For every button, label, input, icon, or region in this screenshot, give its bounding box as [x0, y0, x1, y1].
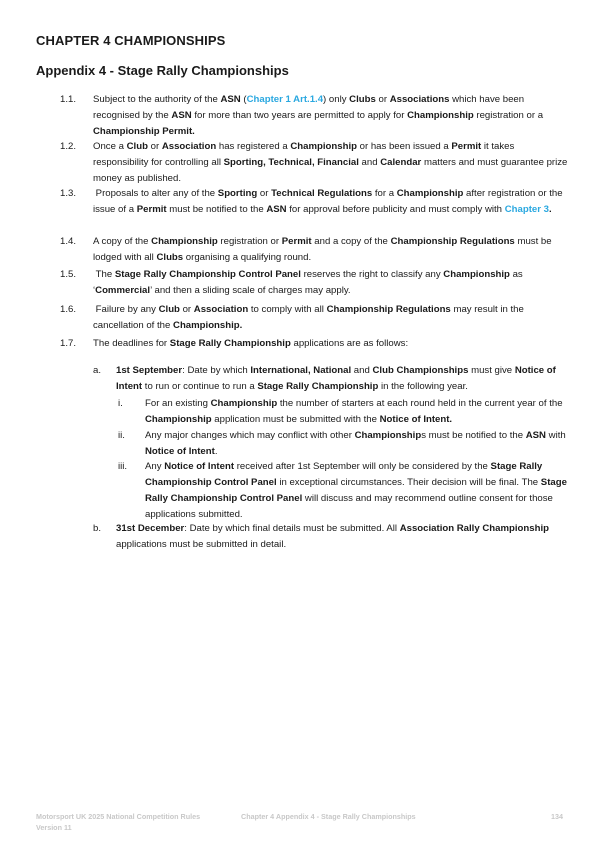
clause-number: 1.1.: [60, 94, 77, 105]
clause-text: Once a Club or Association has registered a Championship or has been issued a Permit it takes responsibility for controlling all Sporting, Technical, Financial and Calendar matters and must guarantee prize money as published.: [93, 141, 568, 184]
subitem-text: Any Notice of Intent received after 1st September will only be considered by the Stage Rally Championship Control Panel in exceptional circumstances. Their decision will be final. The Stage Rally Championship Control Panel will discuss and may recommend outline consent for those applications submitted.: [145, 461, 567, 520]
clause-number: 1.3.: [60, 188, 77, 199]
clause-number: 1.4.: [60, 236, 77, 247]
chapter1-art-link[interactable]: Chapter 1 Art.1.4: [246, 94, 324, 105]
subitem-label: iii.: [118, 461, 128, 472]
footer-rules-title: Motorsport UK 2025 National Competition Rules: [36, 812, 201, 821]
subitem-label: ii.: [118, 430, 125, 441]
chapter3-link[interactable]: Chapter 3: [504, 204, 549, 215]
clause-number: 1.7.: [60, 338, 77, 349]
subitem-label: b.: [93, 523, 102, 534]
clause-number: 1.2.: [60, 141, 77, 152]
clause-text: Failure by any Club or Association to comply with all Championship Regulations may result in the cancellation of the Championship.: [93, 304, 524, 331]
appendix-title: Appendix 4 - Stage Rally Championships: [36, 63, 289, 78]
subitem-label: i.: [118, 398, 123, 409]
clause-text: Subject to the authority of the ASN (Chapter 1 Art.1.4) only Clubs or Associations which have been recognised by the ASN for more than two years are permitted to apply for Championship registration or a Championship Permit.: [93, 94, 544, 137]
subitem-label: a.: [93, 365, 102, 376]
subitem-text: 1st September: Date by which International, National and Club Championships must give Notice of Intent to run or continue to run a Stage Rally Championship in the following year.: [116, 365, 556, 392]
clause-text: The Stage Rally Championship Control Panel reserves the right to classify any Championship as ‘Commercial’ and then a sliding scale of charges may apply.: [93, 269, 523, 296]
footer-left: [36, 811, 200, 833]
footer-version: Version 11: [36, 823, 72, 832]
clause-text: Proposals to alter any of the Sporting or Technical Regulations for a Championship after registration or the issue of a Permit must be notified to the ASN for approval before publicity and must comply with Chapter 3.: [93, 188, 563, 215]
subitem-text: Any major changes which may conflict with other Championships must be notified to the ASN with Notice of Intent.: [145, 430, 566, 457]
clause-text: The deadlines for Stage Rally Championship applications are as follows:: [93, 338, 409, 349]
footer-center: Chapter 4 Appendix 4 - Stage Rally Championships: [241, 812, 416, 821]
page-number: 134: [551, 812, 563, 821]
chapter-title: CHAPTER 4 CHAMPIONSHIPS: [36, 33, 226, 48]
subitem-text: For an existing Championship the number of starters at each round held in the current year of the Championship application must be submitted with the Notice of Intent.: [145, 398, 563, 425]
clause-number: 1.5.: [60, 269, 77, 280]
subitem-text: 31st December: Date by which final details must be submitted. All Association Rally Championship applications must be submitted in detail.: [116, 523, 549, 550]
clause-number: 1.6.: [60, 304, 77, 315]
clause-text: A copy of the Championship registration or Permit and a copy of the Championship Regulations must be lodged with all Clubs organising a qualifying round.: [93, 236, 552, 263]
